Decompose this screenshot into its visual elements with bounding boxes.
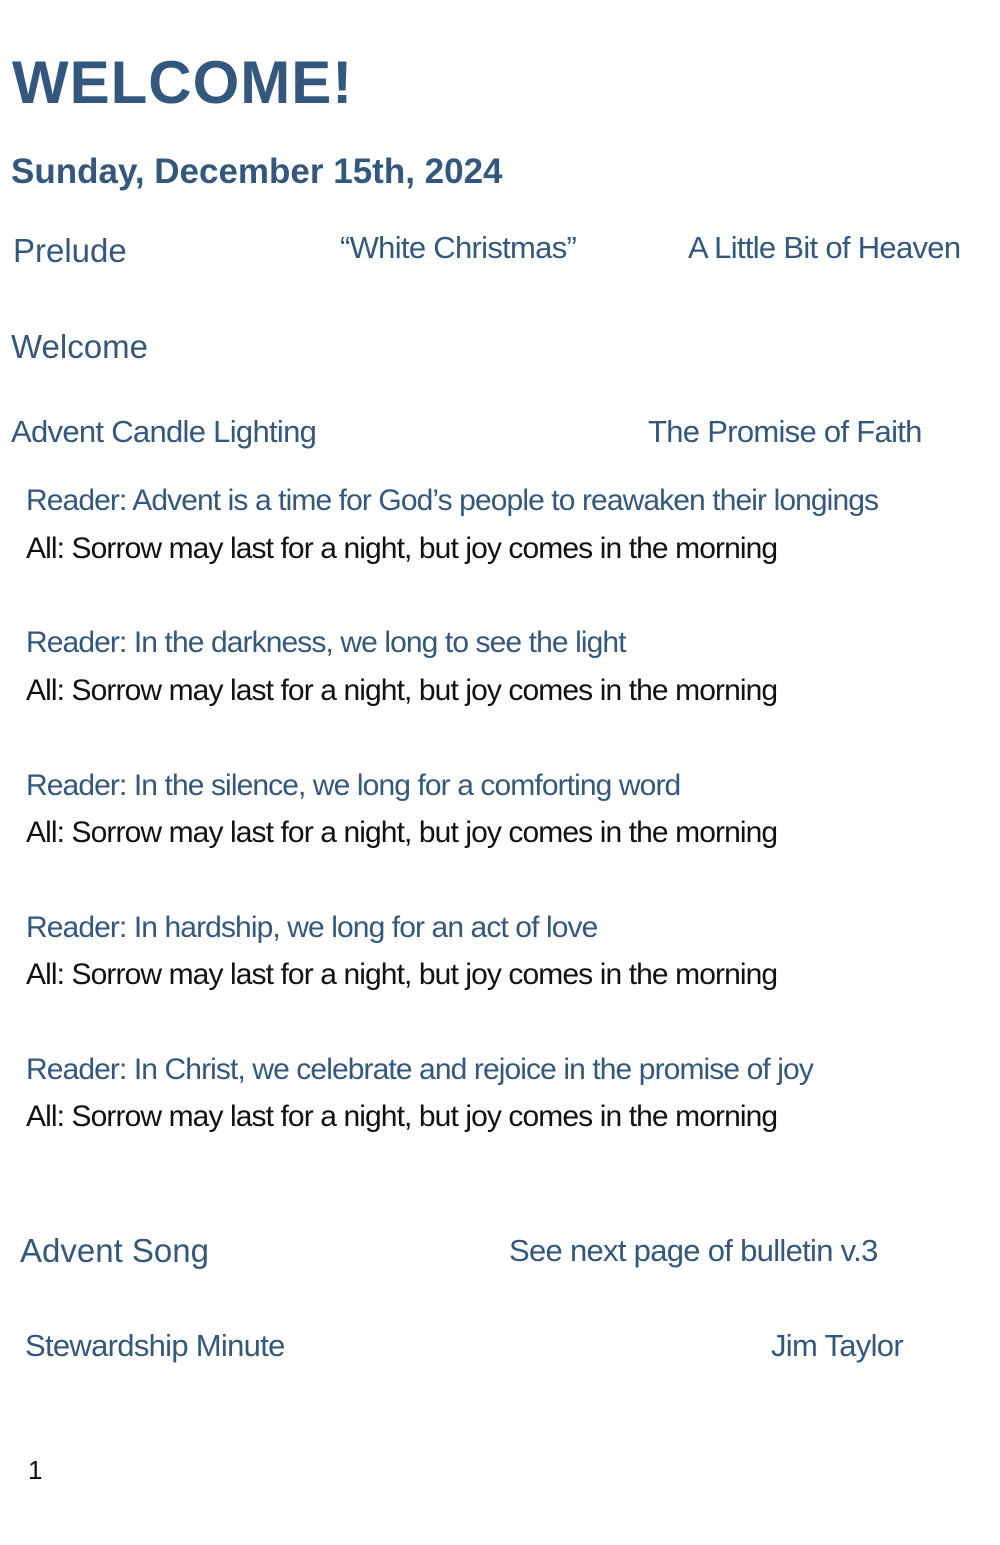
litany-all-line: All: Sorrow may last for a night, but joy comes in the morning (26, 532, 778, 565)
page-number: 1 (28, 1455, 43, 1485)
litany-all-line: All: Sorrow may last for a night, but joy comes in the morning (26, 958, 778, 991)
welcome-label: Welcome (11, 328, 148, 365)
prelude-piece: “White Christmas” (340, 230, 577, 265)
litany-reader-line: Reader: Advent is a time for God’s people to reawaken their longings (26, 484, 879, 517)
litany-all-line: All: Sorrow may last for a night, but joy comes in the morning (26, 674, 778, 707)
litany-all-line: All: Sorrow may last for a night, but joy comes in the morning (26, 1100, 778, 1133)
litany-reader-line: Reader: In the darkness, we long to see the light (26, 626, 626, 659)
candle-lighting-label: Advent Candle Lighting (11, 414, 317, 449)
stewardship-label: Stewardship Minute (25, 1328, 285, 1363)
candle-lighting-title: The Promise of Faith (648, 414, 922, 449)
litany-all-line: All: Sorrow may last for a night, but joy comes in the morning (26, 816, 778, 849)
litany-reader-line: Reader: In the silence, we long for a comforting word (26, 769, 681, 802)
prelude-label: Prelude (13, 232, 127, 269)
advent-song-note: See next page of bulletin v.3 (509, 1233, 878, 1268)
prelude-performer: A Little Bit of Heaven (688, 230, 961, 265)
service-date: Sunday, December 15th, 2024 (11, 152, 503, 191)
page-title: WELCOME! (12, 49, 354, 116)
stewardship-presenter: Jim Taylor (771, 1328, 903, 1363)
litany-reader-line: Reader: In Christ, we celebrate and rejoice in the promise of joy (26, 1053, 813, 1086)
litany-reader-line: Reader: In hardship, we long for an act of love (26, 911, 598, 944)
advent-song-label: Advent Song (20, 1232, 209, 1269)
